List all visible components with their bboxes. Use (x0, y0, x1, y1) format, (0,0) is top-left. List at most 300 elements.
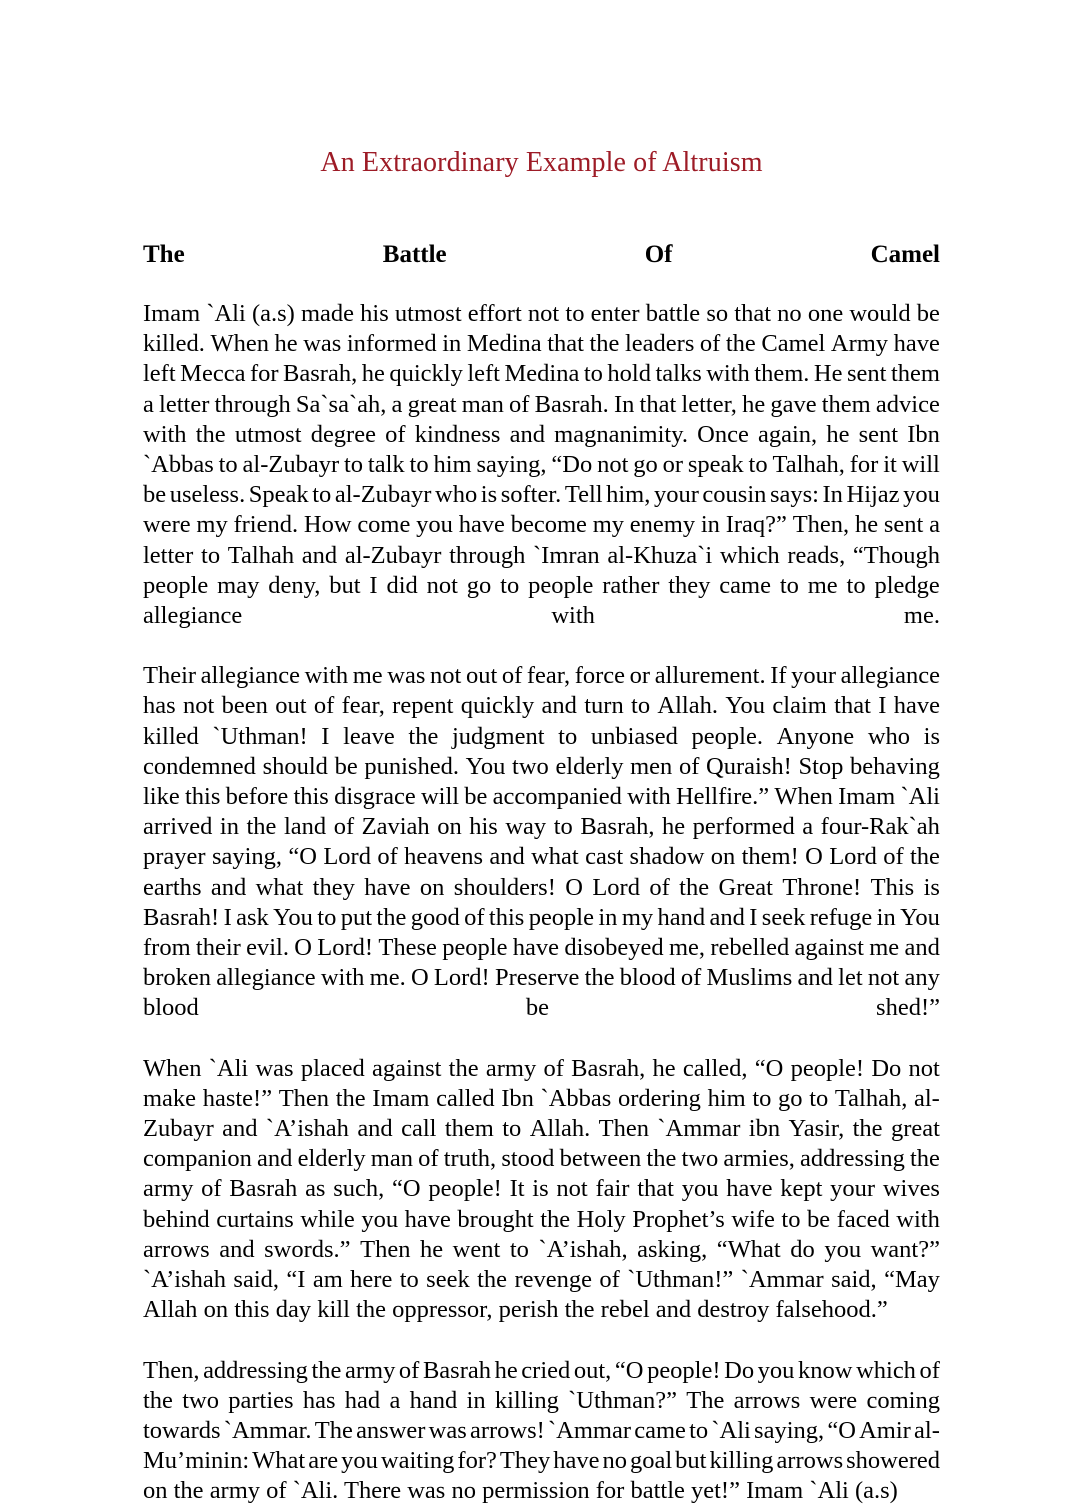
word: is (923, 722, 940, 750)
word: for (589, 1477, 625, 1505)
word: `A’ishah, (538, 1235, 628, 1263)
text-line (143, 601, 940, 631)
word: Basrah, (283, 360, 358, 388)
word: O (294, 934, 312, 962)
word: judgment (451, 722, 545, 750)
word: his (360, 300, 389, 327)
word: Do (724, 1356, 755, 1384)
word: Lord (592, 873, 640, 901)
word: like (143, 783, 180, 811)
word: came (634, 1416, 686, 1444)
word: Preserve (494, 964, 580, 992)
text-line (143, 782, 940, 812)
word: behaving (850, 752, 940, 780)
page-title: An Extraordinary Example of Altruism (320, 147, 763, 178)
word: in (219, 813, 239, 841)
word: out (465, 662, 498, 690)
word: and (797, 964, 833, 992)
section-heading (143, 180, 940, 270)
text-line (143, 1114, 940, 1144)
word: this (184, 783, 221, 811)
word: Basrah. (534, 390, 609, 418)
word: have (458, 511, 505, 539)
paragraph-4 (143, 1326, 940, 1507)
word: the (167, 1477, 204, 1505)
word: was (387, 662, 426, 690)
word: not (556, 1175, 588, 1203)
word: be (143, 481, 167, 509)
word: he (826, 420, 850, 448)
text-line (143, 691, 940, 721)
word: evil. (246, 934, 289, 962)
word: the (246, 813, 277, 841)
word: left (467, 360, 500, 388)
word: `A’ishah (265, 1115, 349, 1143)
word: and (709, 903, 745, 931)
word: you (681, 1175, 719, 1203)
word: the (143, 1386, 173, 1414)
word: Talhah (227, 541, 295, 569)
word: against (372, 1054, 442, 1082)
word: come (357, 511, 411, 539)
word: kept (780, 1175, 823, 1203)
word: the (584, 964, 615, 992)
word: You (465, 752, 506, 780)
word: `Ali (206, 300, 246, 327)
text-line (143, 1295, 940, 1325)
word: not (527, 300, 560, 327)
word: “O (754, 1054, 784, 1082)
word: blood (619, 964, 676, 992)
word: with (304, 662, 349, 690)
word: is (532, 1175, 549, 1203)
word: not (908, 1054, 940, 1082)
text-line (143, 963, 940, 993)
word: degree (310, 420, 376, 448)
word: to (583, 360, 603, 388)
word: my (592, 511, 624, 539)
word: but (329, 571, 361, 599)
word: `Imran (533, 541, 600, 569)
word: Basrah! (143, 903, 220, 931)
word: not (183, 692, 215, 720)
word: on (437, 813, 462, 841)
word: Muslims (706, 964, 793, 992)
word: out, (573, 1356, 612, 1384)
word: of (313, 692, 335, 720)
word: Basrah, (580, 813, 655, 841)
word: ordering (617, 1084, 701, 1112)
word: O (805, 843, 823, 871)
word: my (196, 511, 228, 539)
word: has (143, 692, 176, 720)
word: will (901, 451, 940, 479)
word: with (143, 420, 187, 448)
word: out (275, 692, 307, 720)
word: “O (827, 1416, 856, 1444)
word: to (344, 451, 364, 479)
word: the (349, 1296, 386, 1324)
word: not (867, 964, 900, 992)
word: made (300, 300, 355, 327)
word: You (273, 903, 313, 931)
word: the (195, 420, 226, 448)
word: advice (875, 390, 940, 418)
word: called, (682, 1054, 748, 1082)
word: There (338, 1477, 402, 1505)
word: swords.” (264, 1235, 351, 1263)
word: saying, (476, 451, 547, 479)
word: they (668, 571, 711, 599)
word: Lord (323, 843, 371, 871)
word: me, (668, 934, 706, 962)
word: you (824, 1235, 862, 1263)
word: that (734, 300, 772, 327)
section-heading-word-4: Camel (870, 241, 940, 268)
word: leaders (624, 330, 695, 358)
word: the (910, 1145, 940, 1173)
word: force (574, 662, 626, 690)
word: from (143, 934, 191, 962)
word: on (197, 1296, 229, 1324)
word: sent (883, 511, 924, 539)
word: a (389, 1386, 401, 1414)
word: way (505, 813, 547, 841)
word: `Ammar. (223, 1416, 312, 1444)
word: Lord! (317, 934, 374, 962)
text-line (143, 420, 940, 450)
word: allegiance (143, 602, 243, 630)
word: a (929, 511, 940, 539)
word: claim (772, 692, 827, 720)
word: Basrah, (571, 1054, 646, 1082)
word: would (849, 300, 911, 327)
word: four-Rak`ah (820, 813, 940, 841)
word: the (376, 903, 407, 931)
word: while (300, 1205, 355, 1233)
text-line (143, 873, 940, 903)
word: been (221, 692, 268, 720)
word: shoulders! (453, 873, 556, 901)
text-line (143, 329, 940, 359)
word: wife (731, 1205, 775, 1233)
word: their (195, 934, 241, 962)
text-line (143, 359, 940, 389)
word: killed. (143, 330, 205, 358)
word: I (749, 903, 758, 931)
word: truth, (443, 1145, 497, 1173)
word: again, (758, 420, 818, 448)
word: them! (741, 843, 799, 871)
word: him (433, 451, 472, 479)
word: to (500, 571, 520, 599)
word: a (391, 390, 403, 418)
word: You (725, 692, 766, 720)
word: The (686, 1386, 725, 1414)
word: in (598, 903, 618, 931)
word: me (352, 662, 383, 690)
word: arrows! (469, 1416, 545, 1444)
text-line (143, 1084, 940, 1114)
text-line (143, 480, 940, 510)
word: “O (288, 843, 317, 871)
word: great (890, 1115, 940, 1143)
word: who (867, 722, 911, 750)
word: `Ammar (548, 1416, 631, 1444)
word: went (452, 1235, 501, 1263)
word: accompanied (492, 783, 622, 811)
word: ask (236, 903, 269, 931)
word: asking, (637, 1235, 708, 1263)
word: be (525, 994, 549, 1022)
word: killing (709, 1447, 774, 1475)
word: and (222, 1115, 258, 1143)
word: of (509, 390, 530, 418)
word: in (700, 511, 720, 539)
word: should (262, 752, 328, 780)
word: I (223, 903, 232, 931)
word: of (543, 1054, 564, 1082)
word: said, (831, 1266, 877, 1294)
word: `Ali (208, 1054, 249, 1082)
word: You (900, 903, 940, 931)
word: says: (769, 481, 819, 509)
text-line (143, 842, 940, 872)
word: you (341, 1447, 378, 1475)
word: sent (847, 360, 887, 388)
word: him (707, 1084, 746, 1112)
word: Prophet’s (632, 1205, 725, 1233)
word: or (662, 451, 684, 479)
word: Then (278, 1084, 330, 1112)
word: prayer (143, 843, 206, 871)
word: shed!” (876, 994, 940, 1022)
word: will (420, 783, 460, 811)
word: put (340, 903, 373, 931)
word: no (445, 1477, 476, 1505)
word: and (210, 873, 247, 901)
word: of (418, 1145, 439, 1173)
word: `Abbas (540, 1084, 612, 1112)
word: saying, (754, 1416, 825, 1444)
word: cousin (702, 481, 767, 509)
word: of (919, 1356, 940, 1384)
word: to (218, 451, 238, 479)
word: Speak (248, 481, 309, 509)
word: elderly (555, 752, 624, 780)
word: killed (143, 722, 199, 750)
word: the (408, 722, 439, 750)
word: not (597, 451, 629, 479)
word: behind (143, 1205, 210, 1233)
word: this (293, 783, 329, 811)
word: which (856, 1356, 916, 1384)
word: men (630, 752, 673, 780)
word: fair (595, 1175, 630, 1203)
word: al- (914, 1416, 940, 1444)
word: haste!” (202, 1084, 273, 1112)
word: In (822, 481, 843, 509)
word: Mu’minin: (143, 1447, 250, 1475)
word: me. (903, 602, 940, 630)
word: to (399, 1266, 419, 1294)
word: permission (475, 1477, 590, 1505)
word: he (854, 511, 879, 539)
word: Hijaz (846, 481, 900, 509)
word: (a.s) (848, 1477, 898, 1505)
word: quickly (460, 692, 535, 720)
word: letter, (681, 390, 737, 418)
word: “O (392, 1175, 421, 1203)
word: have (726, 1175, 773, 1203)
word: performed (692, 813, 795, 841)
word: to (509, 1235, 529, 1263)
word: battle (645, 300, 701, 327)
word: al-Khuza`i (607, 541, 713, 569)
word: said, (233, 1266, 279, 1294)
word: Basrah (422, 1356, 491, 1384)
word: be (916, 300, 940, 327)
word: they (312, 873, 355, 901)
word: falsehood.” (769, 1296, 888, 1324)
word: `Ali (711, 1416, 751, 1444)
word: “Do (551, 451, 593, 479)
word: them (821, 390, 871, 418)
word: man (461, 390, 504, 418)
paragraph-1 (143, 270, 940, 631)
word: battle (624, 1477, 685, 1505)
word: al- (913, 1084, 940, 1112)
word: with (627, 783, 671, 811)
word: goal (629, 1447, 673, 1475)
word: Ibn (501, 1084, 534, 1112)
word: the (335, 1084, 366, 1112)
word: and (904, 934, 940, 962)
word: of (501, 662, 523, 690)
word: I (321, 722, 330, 750)
word: kill (311, 1296, 350, 1324)
paragraph-2 (143, 631, 940, 1023)
word: to (752, 1084, 772, 1112)
word: he (494, 1356, 518, 1384)
word: allegiance (840, 662, 940, 690)
word: disobeyed (564, 934, 664, 962)
word: the (589, 330, 620, 358)
word: to (809, 1084, 829, 1112)
word: and (257, 1145, 293, 1173)
word: addressing (800, 1145, 905, 1173)
word: has (302, 1386, 336, 1414)
word: was (428, 1416, 467, 1444)
word: want?” (870, 1235, 940, 1263)
word: your (791, 662, 837, 690)
word: Throne! (782, 873, 862, 901)
word: no (602, 1447, 627, 1475)
word: go (633, 451, 658, 479)
word: armies, (723, 1145, 795, 1173)
word: left (143, 360, 176, 388)
word: `Ammar (740, 1266, 824, 1294)
word: the (909, 843, 940, 871)
word: your (830, 1175, 876, 1203)
word: utmost (234, 420, 302, 448)
word: with (896, 1205, 940, 1233)
word: disgrace (334, 783, 416, 811)
word: had (344, 1386, 381, 1414)
word: have (553, 1447, 600, 1475)
word: perish (492, 1296, 559, 1324)
word: them (444, 1115, 494, 1143)
word: but (675, 1447, 707, 1475)
word: talks (655, 360, 702, 388)
word: have (893, 692, 940, 720)
word: people. (691, 722, 763, 750)
word: “I (286, 1266, 306, 1294)
word: two (512, 752, 549, 780)
word: arrows (733, 1386, 801, 1414)
word: of (260, 1477, 287, 1505)
word: people (442, 934, 508, 962)
word: to (779, 571, 799, 599)
word: broken (143, 964, 212, 992)
word: O (565, 873, 583, 901)
word: al-Zubayr (334, 481, 432, 509)
word: utmost (394, 300, 462, 327)
word: you (361, 1205, 399, 1233)
word: They (499, 1447, 551, 1475)
word: for (849, 451, 879, 479)
word: to (312, 481, 332, 509)
word: gave (770, 390, 817, 418)
word: blood (143, 994, 199, 1022)
word: Imam (838, 783, 896, 811)
word: In (613, 390, 635, 418)
word: Then (360, 1235, 411, 1263)
word: I (369, 571, 378, 599)
word: It (509, 1175, 525, 1203)
word: Tell (564, 481, 603, 509)
text-line (143, 661, 940, 691)
word: to (631, 692, 651, 720)
word: enemy (629, 511, 696, 539)
word: of (649, 873, 670, 901)
word: Once (697, 420, 749, 448)
word: the (311, 1356, 342, 1384)
word: Holy (576, 1205, 626, 1233)
word: `Uthman!” (627, 1266, 734, 1294)
text-line (143, 1235, 940, 1265)
word: to (201, 541, 221, 569)
text-line (143, 299, 940, 329)
word: called (436, 1084, 495, 1112)
text-line (143, 993, 940, 1023)
word: and (541, 692, 577, 720)
word: saying, (211, 843, 283, 871)
word: become (510, 511, 587, 539)
word: Mecca (180, 360, 246, 388)
word: reads, (787, 541, 846, 569)
word: Imam (372, 1084, 430, 1112)
word: this (228, 1296, 270, 1324)
word: before (225, 783, 289, 811)
word: the (558, 1296, 595, 1324)
word: between (559, 1145, 642, 1173)
word: people! (428, 1175, 502, 1203)
word: oppressor, (385, 1296, 493, 1324)
word: to (781, 1205, 801, 1233)
word: seek (426, 1266, 470, 1294)
word: go (778, 1084, 803, 1112)
